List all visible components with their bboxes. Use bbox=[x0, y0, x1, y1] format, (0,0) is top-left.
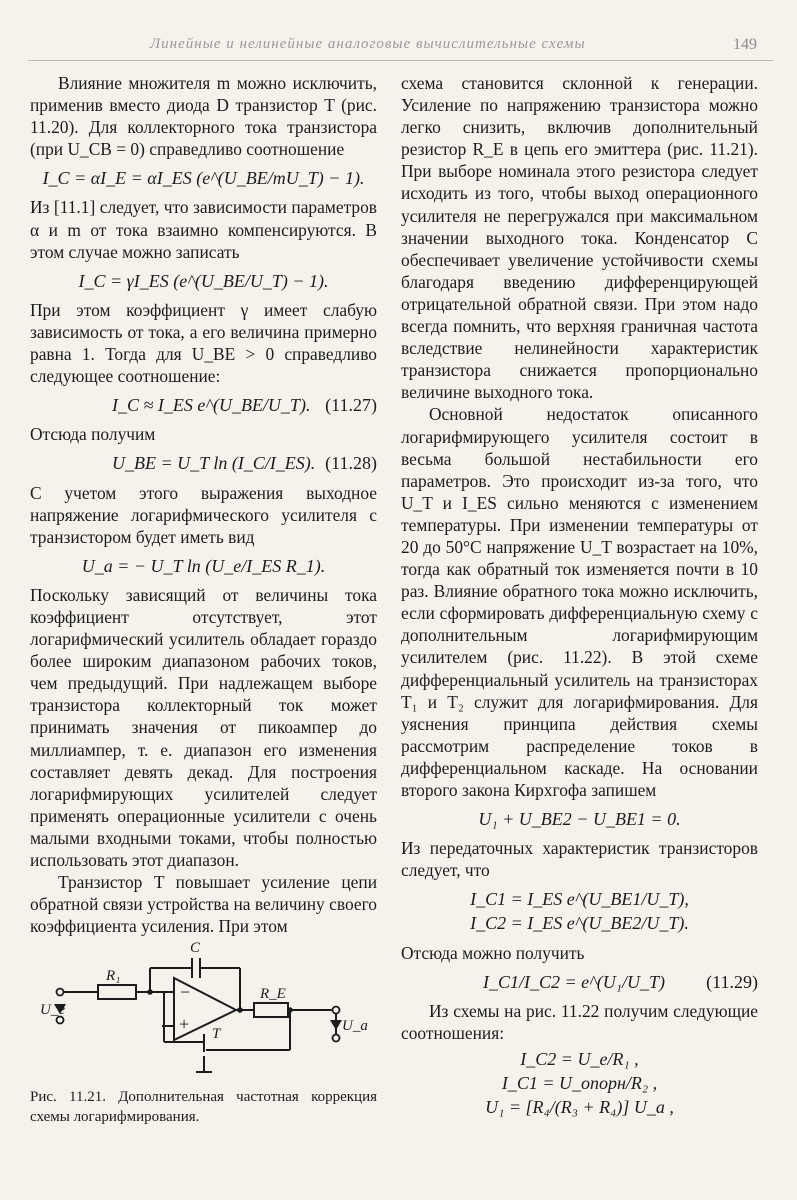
left-paragraph-3: При этом коэффициент γ имеет слабую зависимость от тока, а его величина примерно равна 1. Тогда для U_BE > 0 справедливо следующее соотношение: bbox=[30, 299, 377, 387]
left-column bbox=[30, 72, 377, 937]
page-number: 149 bbox=[733, 36, 757, 53]
label-ua: U_a bbox=[342, 1018, 368, 1034]
left-paragraph-7: Транзистор T повышает усиление цепи обратной связи устройства на величину своего коэффициента усиления. При этом bbox=[30, 872, 377, 937]
equation-11-29 bbox=[401, 971, 758, 993]
figure-caption: Рис. 11.21. Дополнительная частотная коррекция схемы логарифмирования. bbox=[30, 1089, 377, 1125]
equation-ic-alpha: I_C = αI_E = αI_ES (e^(U_BE/mU_T) − 1). bbox=[42, 168, 365, 189]
equation-11-28-number: (11.28) bbox=[325, 453, 377, 474]
right-paragraph-3: Из передаточных характеристик транзисторов следует, что bbox=[401, 838, 758, 881]
equation-ic2: I_C2 = I_ES e^(U_BE2/U_T). bbox=[470, 913, 689, 934]
equation-11-28-body: U_BE = U_T ln (I_C/I_ES). bbox=[112, 453, 316, 474]
junction-dot bbox=[147, 989, 153, 995]
junction-dot bbox=[237, 1007, 243, 1013]
running-header: Линейные и нелинейные аналоговые вычислительные схемы bbox=[150, 36, 586, 52]
left-paragraph-4: Отсюда получим bbox=[30, 424, 156, 445]
circuit-figure-11-21 bbox=[40, 938, 370, 1086]
label-ue: U_e bbox=[40, 1002, 65, 1018]
equation-ic-gamma: I_C = γI_ES (e^(U_BE/U_T) − 1). bbox=[78, 270, 329, 291]
label-plus: + bbox=[179, 1014, 190, 1034]
re-resistor bbox=[254, 1003, 288, 1017]
left-paragraph-1: Влияние множителя m можно исключить, применив вместо диода D транзистор T (рис. 11.20). Для коллекторного тока транзистора (при U_CB = 0) справедливо соотношение bbox=[30, 73, 377, 160]
right-paragraph-4: Отсюда можно получить bbox=[401, 942, 585, 963]
header-rule bbox=[28, 60, 773, 61]
equation-11-27 bbox=[30, 394, 377, 416]
output-ground-terminal bbox=[333, 1035, 340, 1042]
label-r1: R₁ bbox=[106, 968, 121, 984]
equation-11-28 bbox=[30, 452, 377, 474]
equation-ic2-ue: I_C2 = U_e/R₁ , bbox=[520, 1048, 639, 1069]
label-minus: − bbox=[180, 982, 191, 1002]
equation-11-29-number: (11.29) bbox=[706, 971, 758, 992]
equation-ic1-uref: I_C1 = U_опорн/R₂ , bbox=[501, 1073, 658, 1094]
equation-kirchhoff: U₁ + U_BE2 − U_BE1 = 0. bbox=[478, 809, 681, 830]
label-re: R_E bbox=[260, 986, 286, 1002]
left-paragraph-5: С учетом этого выражения выходное напряжение логарифмического усилителя с транзистором будет иметь вид bbox=[30, 482, 377, 547]
equation-11-27-number: (11.27) bbox=[325, 395, 377, 416]
equation-ua: U_a = − U_T ln (U_e/I_ES R_1). bbox=[81, 555, 326, 576]
right-paragraph-1: схема становится склонной к генерации. Усиление по напряжению транзистора можно легко снизить, включив дополнительный резистор R_E в цепь его эмиттера (рис. 11.21). При выборе номинала этого резистора следует исходить из того, чтобы выход операционного усилителя не перегружался при максимальном значении выходного тока. Конденсатор C обеспечивает увеличение устойчивости схемы благодаря введению дифференцирующей отрицательной обратной связи. При этом надо всегда помнить, что верхняя граничная частота вследствие нелинейности характеристик транзистора снижается пропорционально величине выходного тока. bbox=[401, 73, 758, 403]
right-column bbox=[401, 72, 758, 1120]
left-paragraph-2: Из [11.1] следует, что зависимости параметров α и m от тока взаимно компенсируются. В этом случае можно записать bbox=[30, 197, 377, 262]
right-paragraph-5: Из схемы на рис. 11.22 получим следующие соотношения: bbox=[401, 1000, 758, 1043]
input-terminal bbox=[57, 989, 64, 996]
ua-arrow-icon bbox=[330, 1020, 342, 1030]
equation-u1: U₁ = [R₄/(R₃ + R₄)] U_a , bbox=[485, 1097, 674, 1118]
label-c: C bbox=[190, 940, 201, 956]
r1-resistor bbox=[98, 985, 136, 999]
equation-ic1: I_C1 = I_ES e^(U_BE1/U_T), bbox=[470, 889, 689, 910]
equation-11-29-body: I_C1/I_C2 = e^(U₁/U_T) bbox=[483, 971, 665, 992]
left-paragraph-6: Поскольку зависящий от величины тока коэффициент отсутствует, этот логарифмический усилитель обладает гораздо более широким диапазоном рабочих токов, чем предыдущий. При надлежащем выборе транзистора коллекторный ток может принимать значения от пикоампер до миллиампер, т. е. диапазон его изменения составляет девять декад. Для построения логарифмирующих усилителей следует применять операционные усилители с очень малыми входными токами, чтобы полностью использовать этот диапазон. bbox=[30, 584, 377, 870]
output-terminal bbox=[333, 1007, 340, 1014]
right-paragraph-2: Основной недостаток описанного логарифмирующего усилителя состоит в весьма большой нестабильности его параметров. Это происходит из-за того, что U_T и I_ES сильно меняются с изменением температуры. При изменении температуры от 20 до 50°C напряжение U_T возрастает на 10%, тогда как обратный ток изменяется почти в 10 раз. Влияние обратного тока можно исключить, если сформировать дифференциальную схему с дополнительным логарифмирующим усилителем (рис. 11.22). В этой схеме дифференциальный усилитель на транзисторах T₁ и T₂ служит для логарифмирования. Для уяснения принципа действия схемы рассмотрим распределение токов в дифференциальном каскаде. На основании второго закона Кирхгофа запишем bbox=[401, 404, 758, 800]
equation-11-27-body: I_C ≈ I_ES e^(U_BE/U_T). bbox=[112, 395, 311, 416]
label-t: T bbox=[212, 1026, 221, 1042]
junction-dot bbox=[287, 1007, 293, 1013]
